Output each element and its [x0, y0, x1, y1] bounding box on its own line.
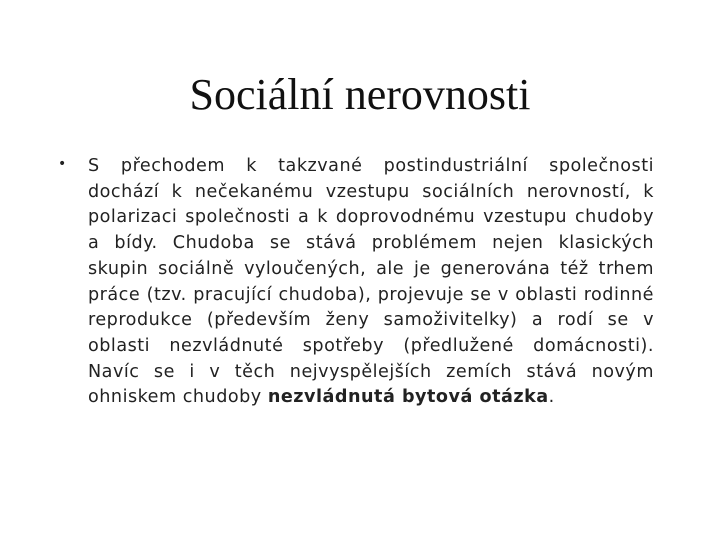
- bullet-paragraph: [88, 154, 654, 411]
- bullet-point: •: [58, 156, 67, 172]
- slide-title: Sociální nerovnosti: [189, 70, 531, 119]
- paragraph-text: S přechodem k takzvané postindustriální společnosti dochází k nečekanému vzestupu sociálních nerovností, k polarizaci společnosti a k doprovodnému vzestupu chudoby a bídy. Chudoba se stává problémem nejen klasických skupin sociálně vyloučených, ale je generována též trhem práce (tzv. pracující chudoba), projevuje se v oblasti rodinné reprodukce (především ženy samoživitelky) a rodí se v oblasti nezvládnuté spotřeby (předlužené domácnosti). Navíc se i v těch nejvyspělejších zemích stává novým ohniskem chudoby: [88, 156, 654, 408]
- paragraph-emphasis: nezvládnutá bytová otázka: [267, 387, 549, 408]
- paragraph-end: .: [548, 387, 555, 408]
